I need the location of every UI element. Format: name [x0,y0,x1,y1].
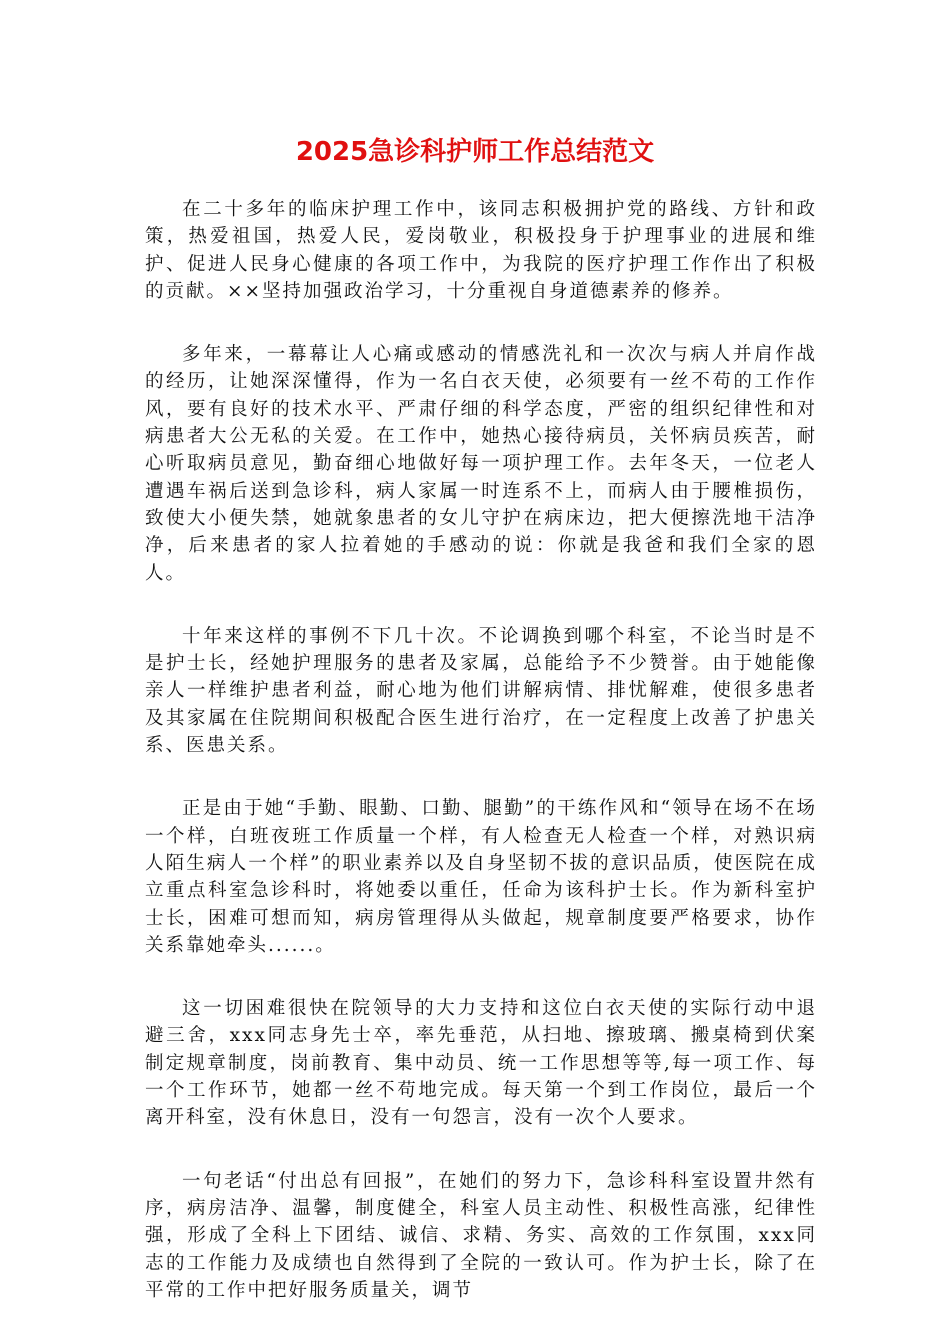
paragraph-5: 这一切困难很快在院领导的大力支持和这位白衣天使的实际行动中退避三舍，xxx同志身先士卒，率先垂范，从扫地、擦玻璃、搬桌椅到伏案制定规章制度，岗前教育、集中动员、统一工作思想等等,每一项工作、每一个工作环节，她都一丝不苟地完成。每天第一个到工作岗位，最后一个离开科室，没有休息日，没有一句怨言，没有一次个人要求。 [145,998,817,1129]
document-title: 2025急诊科护师工作总结范文 [295,137,655,167]
paragraph-1: 在二十多年的临床护理工作中，该同志积极拥护党的路线、方针和政策，热爱祖国，热爱人民，爱岗敬业，积极投身于护理事业的进展和维护、促进人民身心健康的各项工作中，为我院的医疗护理工作作出了积极的贡献。××坚持加强政治学习，十分重视自身道德素养的修养。 [145,199,817,302]
document-body [145,196,817,1340]
paragraph-2: 多年来，一幕幕让人心痛或感动的情感洗礼和一次次与病人并肩作战的经历，让她深深懂得，作为一名白衣天使，必须要有一丝不苟的工作作风，要有良好的技术水平、严肃仔细的科学态度，严密的组织纪律性和对病患者大公无私的关爱。在工作中，她热心接待病员，关怀病员疾苦，耐心听取病员意见，勤奋细心地做好每一项护理工作。去年冬天，一位老人遭遇车祸后送到急诊科，病人家属一时连系不上，而病人由于腰椎损伤，致使大小便失禁，她就象患者的女儿守护在病床边，把大便擦洗地干洁净净，后来患者的家人拉着她的手感动的说：你就是我爸和我们全家的恩人。 [145,344,817,584]
paragraph-6: 一句老话“付出总有回报”，在她们的努力下，急诊科科室设置井然有序，病房洁净、温馨，制度健全，科室人员主动性、积极性高涨，纪律性强，形成了全科上下团结、诚信、求精、务实、高效的工作氛围，xxx同志的工作能力及成绩也自然得到了全院的一致认可。作为护士长，除了在平常的工作中把好服务质量关，调节 [145,1170,817,1301]
paragraph-3: 十年来这样的事例不下几十次。不论调换到哪个科室，不论当时是不是护士长，经她护理服务的患者及家属，总能给予不少赞誉。由于她能像亲人一样维护患者利益，耐心地为他们讲解病情、排忧解难，使很多患者及其家属在住院期间积极配合医生进行治疗，在一定程度上改善了护患关系、医患关系。 [145,625,817,757]
paragraph-4: 正是由于她“手勤、眼勤、口勤、腿勤”的干练作风和“领导在场不在场一个样，白班夜班工作质量一个样，有人检查无人检查一个样，对熟识病人陌生病人一个样”的职业素养以及自身坚韧不拔的意识品质，使医院在成立重点科室急诊科时，将她委以重任，任命为该科护士长。作为新科室护士长，困难可想而知，病房管理得从头做起，规章制度要严格要求，协作关系靠她牵头......。 [145,798,817,956]
